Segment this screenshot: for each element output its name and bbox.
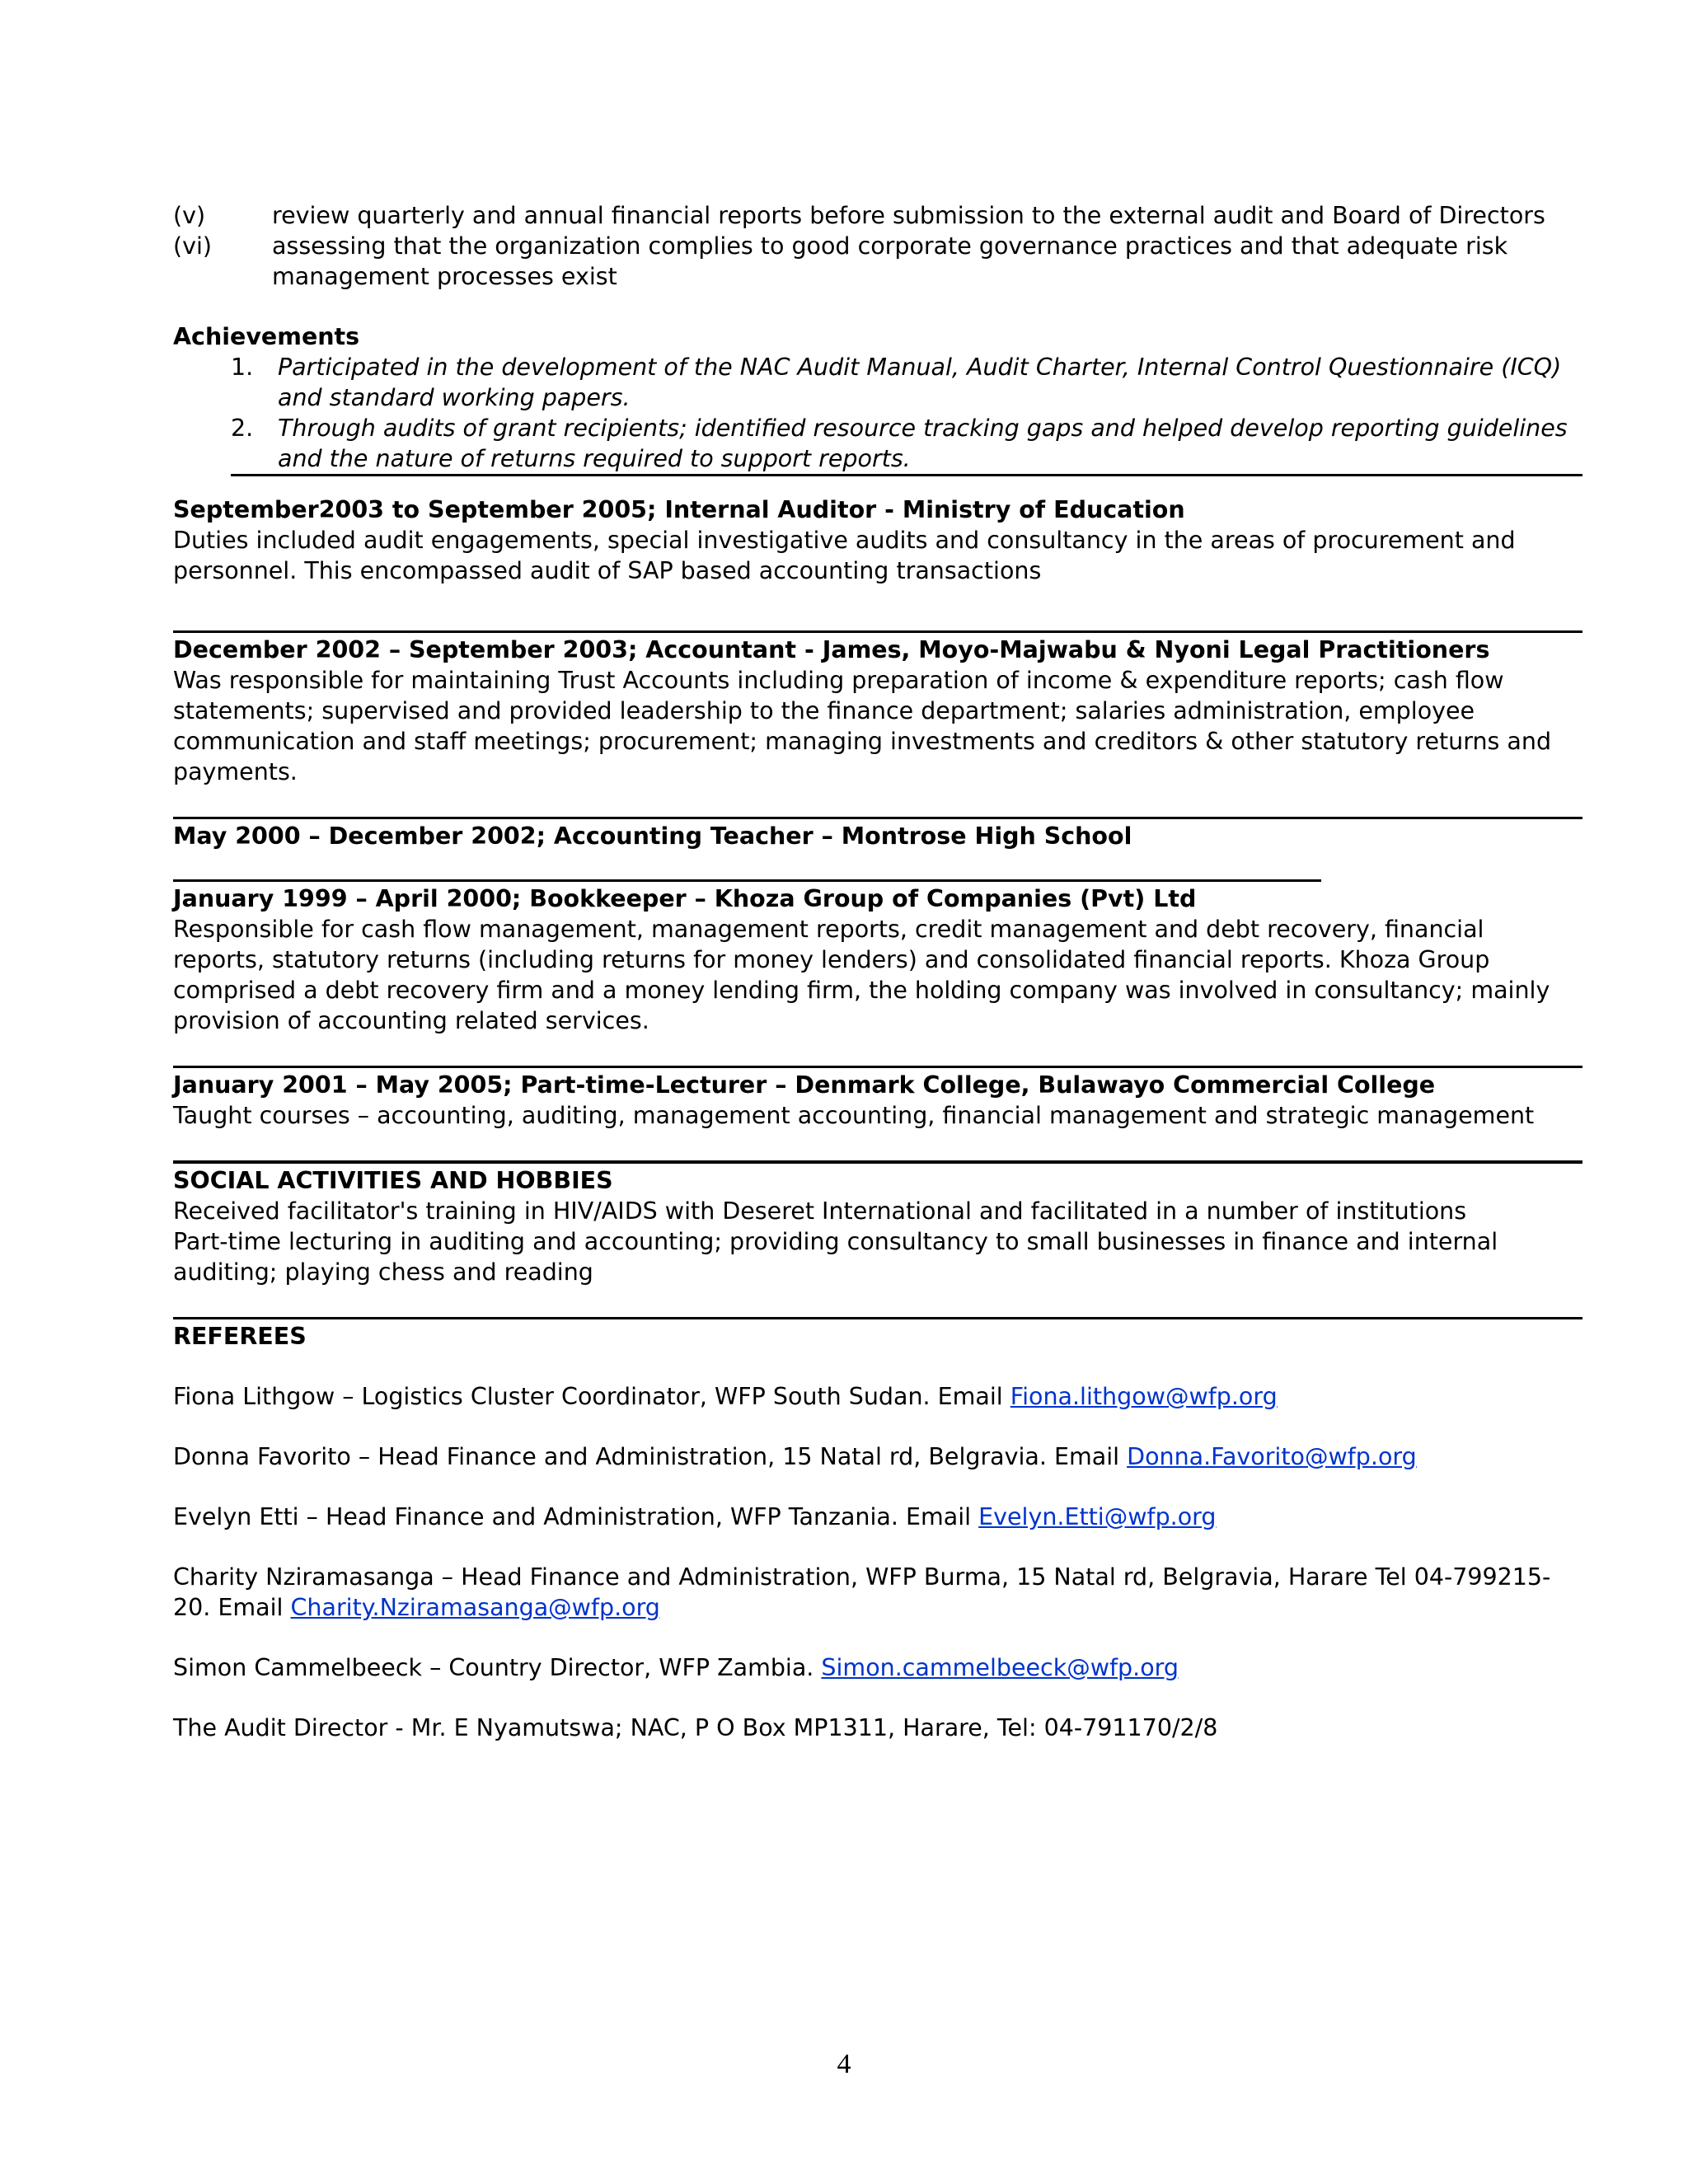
referee-text: Evelyn Etti – Head Finance and Administration, WFP Tanzania. Email bbox=[173, 1503, 979, 1530]
referee-entry bbox=[173, 1502, 1582, 1532]
referee-email-link[interactable]: Charity.Nziramasanga@wfp.org bbox=[290, 1594, 660, 1621]
page-number: 4 bbox=[837, 2049, 851, 2079]
achievement-item bbox=[231, 413, 1582, 474]
duty-item bbox=[173, 231, 1582, 292]
referee-entry bbox=[173, 1562, 1582, 1623]
duty-number: (vi) bbox=[173, 232, 213, 260]
achievement-number: 2. bbox=[231, 415, 254, 442]
section-divider bbox=[173, 817, 1582, 819]
referee-text: Simon Cammelbeeck – Country Director, WFP Zambia. bbox=[173, 1654, 822, 1681]
job-heading: September2003 to September 2005; Internal Auditor - Ministry of Education bbox=[173, 496, 1185, 523]
referees-heading: REFEREES bbox=[173, 1323, 307, 1350]
job-description: Taught courses – accounting, auditing, management accounting, financial management and strategic management bbox=[173, 1102, 1535, 1129]
referee-entry bbox=[173, 1713, 1582, 1743]
section-divider bbox=[173, 879, 1321, 882]
achievement-text: Through audits of grant recipients; identified resource tracking gaps and helped develop reporting guidelines and the nature of returns required to support reports. bbox=[278, 415, 1568, 472]
referee-entry bbox=[173, 1381, 1582, 1412]
social-text: Received facilitator's training in HIV/AIDS with Deseret International and facilitated in a number of institutions bbox=[173, 1197, 1467, 1225]
section-divider bbox=[173, 1160, 1582, 1164]
referee-email-link[interactable]: Donna.Favorito@wfp.org bbox=[1127, 1443, 1417, 1470]
referee-text: Donna Favorito – Head Finance and Administration, 15 Natal rd, Belgravia. Email bbox=[173, 1443, 1128, 1470]
job-heading: January 2001 – May 2005; Part-time-Lecturer – Denmark College, Bulawayo Commercial College bbox=[173, 1071, 1436, 1099]
job-description: Was responsible for maintaining Trust Accounts including preparation of income & expenditure reports; cash flow statements; supervised and provided leadership to the finance department; salaries administration, employee communication and staff meetings; procurement; managing investments and creditors & other statutory returns and payments. bbox=[173, 667, 1552, 785]
duty-number: (v) bbox=[173, 202, 206, 229]
achievement-item bbox=[231, 352, 1582, 413]
referee-email-link[interactable]: Fiona.lithgow@wfp.org bbox=[1010, 1383, 1278, 1410]
job-heading: May 2000 – December 2002; Accounting Teacher – Montrose High School bbox=[173, 823, 1132, 850]
duty-item bbox=[173, 200, 1582, 231]
achievement-number: 1. bbox=[231, 354, 254, 381]
social-heading: SOCIAL ACTIVITIES AND HOBBIES bbox=[173, 1167, 613, 1194]
referee-text: The Audit Director - Mr. E Nyamutswa; NAC, P O Box MP1311, Harare, Tel: 04-791170/2/8 bbox=[173, 1714, 1218, 1741]
referee-entry bbox=[173, 1441, 1582, 1472]
referee-email-link[interactable]: Evelyn.Etti@wfp.org bbox=[978, 1503, 1217, 1530]
duty-text: review quarterly and annual financial reports before submission to the external audit and Board of Directors bbox=[272, 202, 1545, 229]
job-description: Duties included audit engagements, special investigative audits and consultancy in the areas of procurement and personnel. This encompassed audit of SAP based accounting transactions bbox=[173, 527, 1516, 584]
achievements-list bbox=[231, 352, 1582, 476]
referee-text: Charity Nziramasanga – Head Finance and Administration, WFP Burma, 15 Natal rd, Belgravia, Harare Tel 04-799215-20. Email bbox=[173, 1563, 1551, 1621]
section-divider bbox=[173, 1066, 1582, 1068]
document-body bbox=[173, 200, 1582, 1743]
job-heading: January 1999 – April 2000; Bookkeeper – Khoza Group of Companies (Pvt) Ltd bbox=[173, 885, 1197, 912]
job-heading: December 2002 – September 2003; Accountant - James, Moyo-Majwabu & Nyoni Legal Practitioners bbox=[173, 636, 1490, 663]
referee-entry bbox=[173, 1652, 1582, 1683]
referee-email-link[interactable]: Simon.cammelbeeck@wfp.org bbox=[821, 1654, 1179, 1681]
achievement-text: Participated in the development of the NAC Audit Manual, Audit Charter, Internal Control Questionnaire (ICQ) and standard working papers. bbox=[278, 354, 1562, 411]
achievements-heading: Achievements bbox=[173, 323, 360, 350]
job-description: Responsible for cash flow management, management reports, credit management and debt recovery, financial reports, statutory returns (including returns for money lenders) and consolidated financial reports. Khoza Group comprised a debt recovery firm and a money lending firm, the holding company was involved in consultancy; mainly provision of accounting related services. bbox=[173, 916, 1550, 1034]
section-divider bbox=[173, 1317, 1582, 1319]
section-divider bbox=[231, 474, 1582, 476]
duty-text: assessing that the organization complies to good corporate governance practices and that adequate risk management processes exist bbox=[272, 232, 1508, 290]
section-divider bbox=[173, 630, 1582, 633]
social-text: Part-time lecturing in auditing and accounting; providing consultancy to small businesses in finance and internal auditing; playing chess and reading bbox=[173, 1228, 1498, 1286]
referee-text: Fiona Lithgow – Logistics Cluster Coordinator, WFP South Sudan. Email bbox=[173, 1383, 1010, 1410]
